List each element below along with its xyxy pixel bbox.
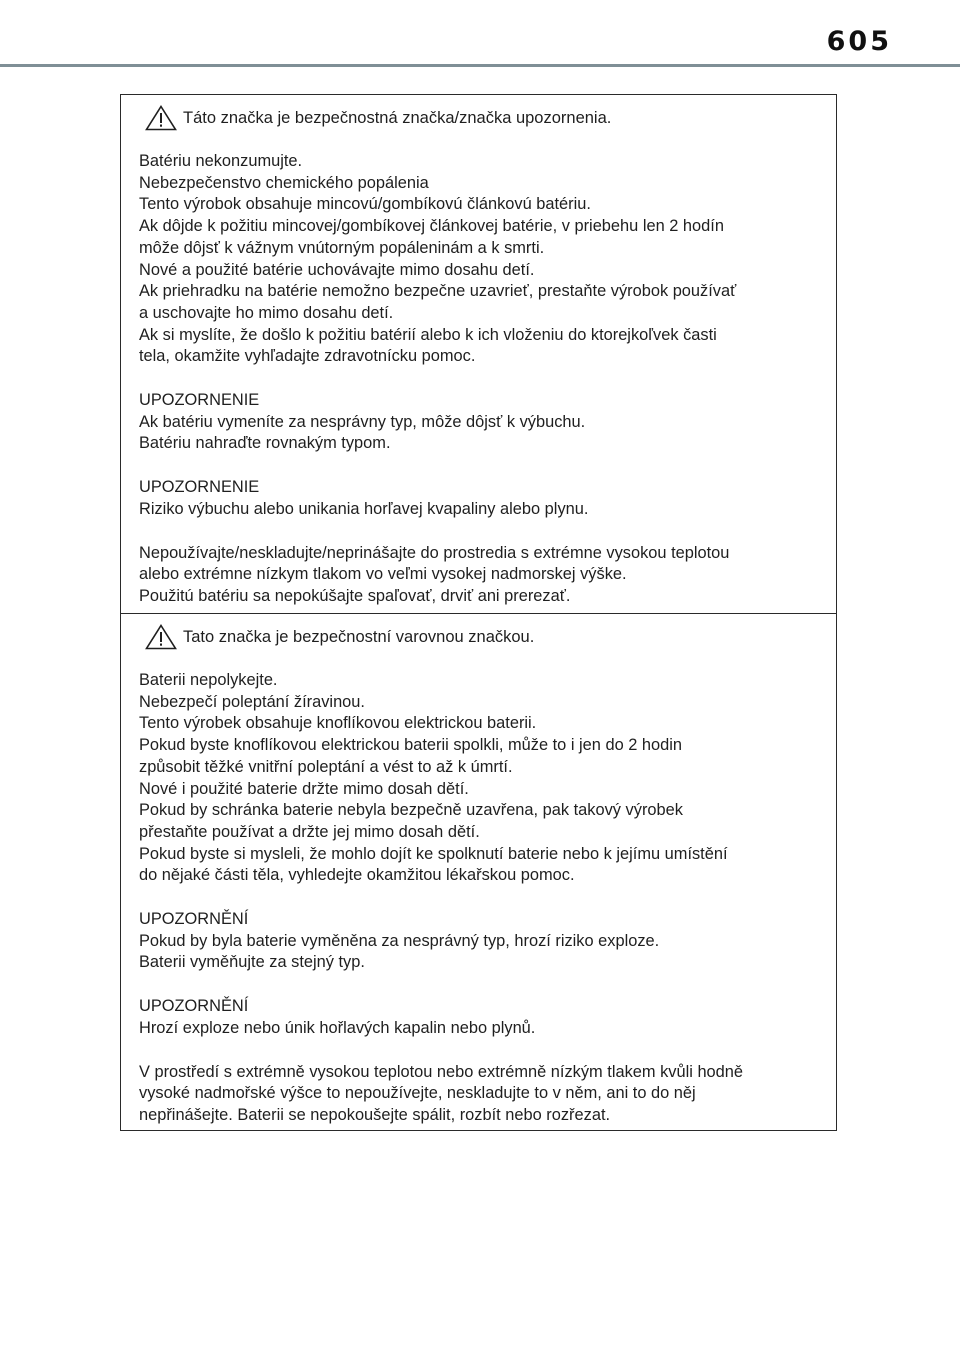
warning-text-sk: Táto značka je bezpečnostná značka/značka upozornenia.	[183, 109, 612, 127]
text-line: vysoké nadmořské výšce to nepoužívejte, neskladujte to v něm, ani to do něj	[139, 1084, 696, 1103]
text-line: Nové i použité baterie držte mimo dosah dětí.	[139, 779, 469, 798]
paragraph-ingestion-cz	[139, 670, 836, 887]
text-line: Riziko výbuchu alebo unikania horľavej kvapaliny alebo plynu.	[139, 499, 589, 518]
caution-label: UPOZORNĚNÍ	[139, 997, 249, 1016]
text-line: Tento výrobok obsahuje mincovú/gombíkovú článkovú batériu.	[139, 195, 591, 214]
paragraph-caution-explosion-cz	[139, 996, 836, 1039]
warning-heading-cz	[145, 622, 836, 652]
text-line: Nepoužívajte/neskladujte/neprinášajte do prostredia s extrémne vysokou teplotou	[139, 543, 730, 562]
text-line: přestaňte používat a držte jej mimo dosah dětí.	[139, 822, 480, 841]
paragraph-ingestion-sk	[139, 151, 836, 368]
warning-triangle-icon	[145, 624, 177, 650]
text-line: Hrozí exploze nebo únik hořlavých kapalin nebo plynů.	[139, 1018, 536, 1037]
paragraph-caution-explosion-sk	[139, 477, 836, 520]
text-line: Nebezpečenstvo chemického popálenia	[139, 173, 429, 192]
text-line: Ak si myslíte, že došlo k požitiu batérií alebo k ich vloženiu do ktorejkoľvek časti	[139, 325, 717, 344]
page-number: 605	[826, 26, 892, 57]
text-line: Tento výrobek obsahuje knoflíkovou elektrickou baterii.	[139, 714, 537, 733]
text-line: Pokud by byla baterie vyměněna za nesprávný typ, hrozí riziko exploze.	[139, 931, 660, 950]
paragraph-caution-type-cz	[139, 909, 836, 974]
text-line: alebo extrémne nízkym tlakom vo veľmi vysokej nadmorskej výške.	[139, 565, 627, 584]
text-line: Pokud byste knoflíkovou elektrickou baterii spolkli, může to i jen do 2 hodin	[139, 736, 683, 755]
text-line: Ak dôjde k požitiu mincovej/gombíkovej článkovej batérie, v priebehu len 2 hodín	[139, 217, 724, 236]
battery-warning-box	[120, 94, 837, 1131]
paragraph-environment-sk	[139, 543, 836, 608]
text-line: Použitú batériu sa nepokúšajte spaľovať, drviť ani prerezať.	[139, 586, 571, 605]
text-line: do nějaké části těla, vyhledejte okamžitou lékařskou pomoc.	[139, 866, 575, 885]
paragraph-environment-cz	[139, 1062, 836, 1127]
header-rule	[0, 64, 960, 67]
text-line: Nebezpečí poleptání žíravinou.	[139, 692, 365, 711]
text-line: V prostředí s extrémně vysokou teplotou nebo extrémně nízkým tlakem kvůli hodně	[139, 1062, 744, 1081]
caution-label: UPOZORNENIE	[139, 478, 260, 497]
text-line: tela, okamžite vyhľadajte zdravotnícku pomoc.	[139, 347, 476, 366]
warning-triangle-icon	[145, 105, 177, 131]
text-line: a uschovajte ho mimo dosahu detí.	[139, 303, 394, 322]
text-line: Batériu nahraďte rovnakým typom.	[139, 434, 391, 453]
caution-label: UPOZORNĚNÍ	[139, 910, 249, 929]
warning-heading-sk	[145, 103, 836, 133]
text-line: nepřinášejte. Baterii se nepokoušejte spálit, rozbít nebo rozřezat.	[139, 1105, 611, 1124]
caution-label: UPOZORNENIE	[139, 391, 260, 410]
section-czech	[121, 613, 836, 1130]
text-line: Pokud byste si mysleli, že mohlo dojít ke spolknutí baterie nebo k jejímu umístění	[139, 844, 728, 863]
text-line: Ak batériu vymeníte za nesprávny typ, môže dôjsť k výbuchu.	[139, 412, 586, 431]
paragraph-caution-type-sk	[139, 390, 836, 455]
text-line: Ak priehradku na batérie nemožno bezpečne uzavrieť, prestaňte výrobok používať	[139, 282, 737, 301]
text-line: Pokud by schránka baterie nebyla bezpečně uzavřena, pak takový výrobek	[139, 801, 683, 820]
text-line: Nové a použité batérie uchovávajte mimo dosahu detí.	[139, 260, 535, 279]
text-line: môže dôjsť k vážnym vnútorným popáleninám a k smrti.	[139, 238, 545, 257]
warning-text-cz: Tato značka je bezpečnostní varovnou značkou.	[183, 628, 535, 646]
text-line: způsobit těžké vnitřní poleptání a vést to až k úmrtí.	[139, 757, 513, 776]
text-line: Baterii nepolykejte.	[139, 671, 278, 689]
section-slovak	[121, 95, 836, 613]
text-line: Baterii vyměňujte za stejný typ.	[139, 953, 365, 972]
text-line: Batériu nekonzumujte.	[139, 152, 303, 170]
